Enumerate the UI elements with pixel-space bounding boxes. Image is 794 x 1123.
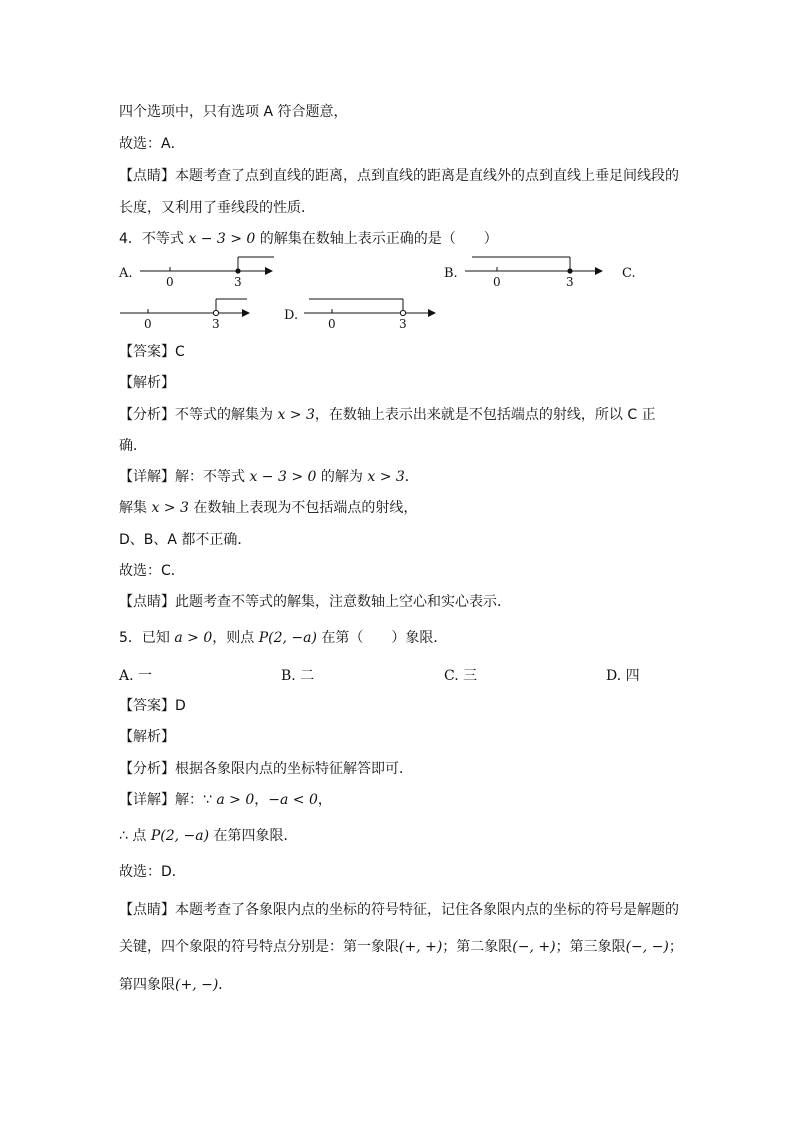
number-line-d bbox=[300, 294, 450, 336]
text-line: 关键，四个象限的符号特点分别是：第一象限(+, +)；第二象限(−, +)；第三象限(−, −)； bbox=[119, 939, 683, 955]
jiexi-5: 【解析】 bbox=[119, 729, 175, 745]
option-d-label: D. bbox=[284, 308, 299, 323]
q5-option-c: C. 三 bbox=[444, 668, 478, 684]
tick-label-0: 0 bbox=[328, 317, 336, 331]
option-b-label: B. bbox=[444, 266, 458, 281]
text-line: 解集 x > 3 在数轴上表现为不包括端点的射线， bbox=[119, 500, 418, 516]
answer-5: 【答案】D bbox=[119, 698, 186, 714]
text-line: ∴ 点 P(2, −a) 在第四象限． bbox=[119, 828, 298, 844]
tick-label-0: 0 bbox=[166, 275, 174, 289]
text-line: 故选：D． bbox=[119, 864, 186, 880]
text-line: 第四象限(+, −)． bbox=[119, 977, 233, 993]
dianjing-5: 【点睛】本题考查了各象限内点的坐标的符号特征，记住各象限内点的坐标的符号是解题的 bbox=[119, 902, 679, 918]
tick-label-0: 0 bbox=[493, 275, 501, 289]
fenxi-4: 【分析】不等式的解集为 x > 3，在数轴上表示出来就是不包括端点的射线，所以 C 正 bbox=[119, 407, 656, 423]
q5-option-b: B. 二 bbox=[281, 668, 315, 684]
text-line: 故选：C． bbox=[119, 563, 185, 579]
dianjing-paragraph: 【点睛】本题考查了点到直线的距离，点到直线的距离是直线外的点到直线上垂足间线段的 bbox=[119, 168, 679, 184]
answer-4: 【答案】C bbox=[119, 344, 185, 360]
number-line-b bbox=[460, 252, 610, 294]
tick-label-3: 3 bbox=[399, 317, 407, 331]
tick-label-0: 0 bbox=[144, 317, 152, 331]
jiexi-4: 【解析】 bbox=[119, 375, 175, 391]
question-4-stem: 4．不等式 x − 3 > 0 的解集在数轴上表示正确的是（ ） bbox=[119, 231, 498, 247]
text-line: 确． bbox=[119, 438, 147, 454]
xiangjie-5: 【详解】解：∵ a > 0，−a < 0， bbox=[119, 792, 332, 808]
text-line: 长度，又利用了垂线段的性质． bbox=[119, 200, 315, 216]
q5-option-d: D. 四 bbox=[606, 668, 640, 684]
option-c-label: C. bbox=[622, 266, 636, 281]
text-line: 四个选项中，只有选项 A 符合题意， bbox=[119, 104, 348, 120]
q5-option-a: A. 一 bbox=[119, 668, 153, 684]
option-a-label: A. bbox=[119, 266, 133, 281]
text-line: 故选：A． bbox=[119, 136, 185, 152]
number-line-a bbox=[135, 252, 285, 294]
tick-label-3: 3 bbox=[234, 275, 242, 289]
number-line-c bbox=[116, 294, 266, 336]
text-line: D、B、A 都不正确． bbox=[119, 532, 252, 548]
dianjing-4: 【点睛】此题考查不等式的解集，注意数轴上空心和实心表示． bbox=[119, 594, 511, 610]
tick-label-3: 3 bbox=[566, 275, 574, 289]
xiangjie-4: 【详解】解：不等式 x − 3 > 0 的解为 x > 3． bbox=[119, 469, 419, 485]
question-5-stem: 5．已知 a > 0，则点 P(2, −a) 在第（ ）象限． bbox=[119, 630, 448, 646]
fenxi-5: 【分析】根据各象限内点的坐标特征解答即可． bbox=[119, 761, 413, 777]
tick-label-3: 3 bbox=[212, 317, 220, 331]
